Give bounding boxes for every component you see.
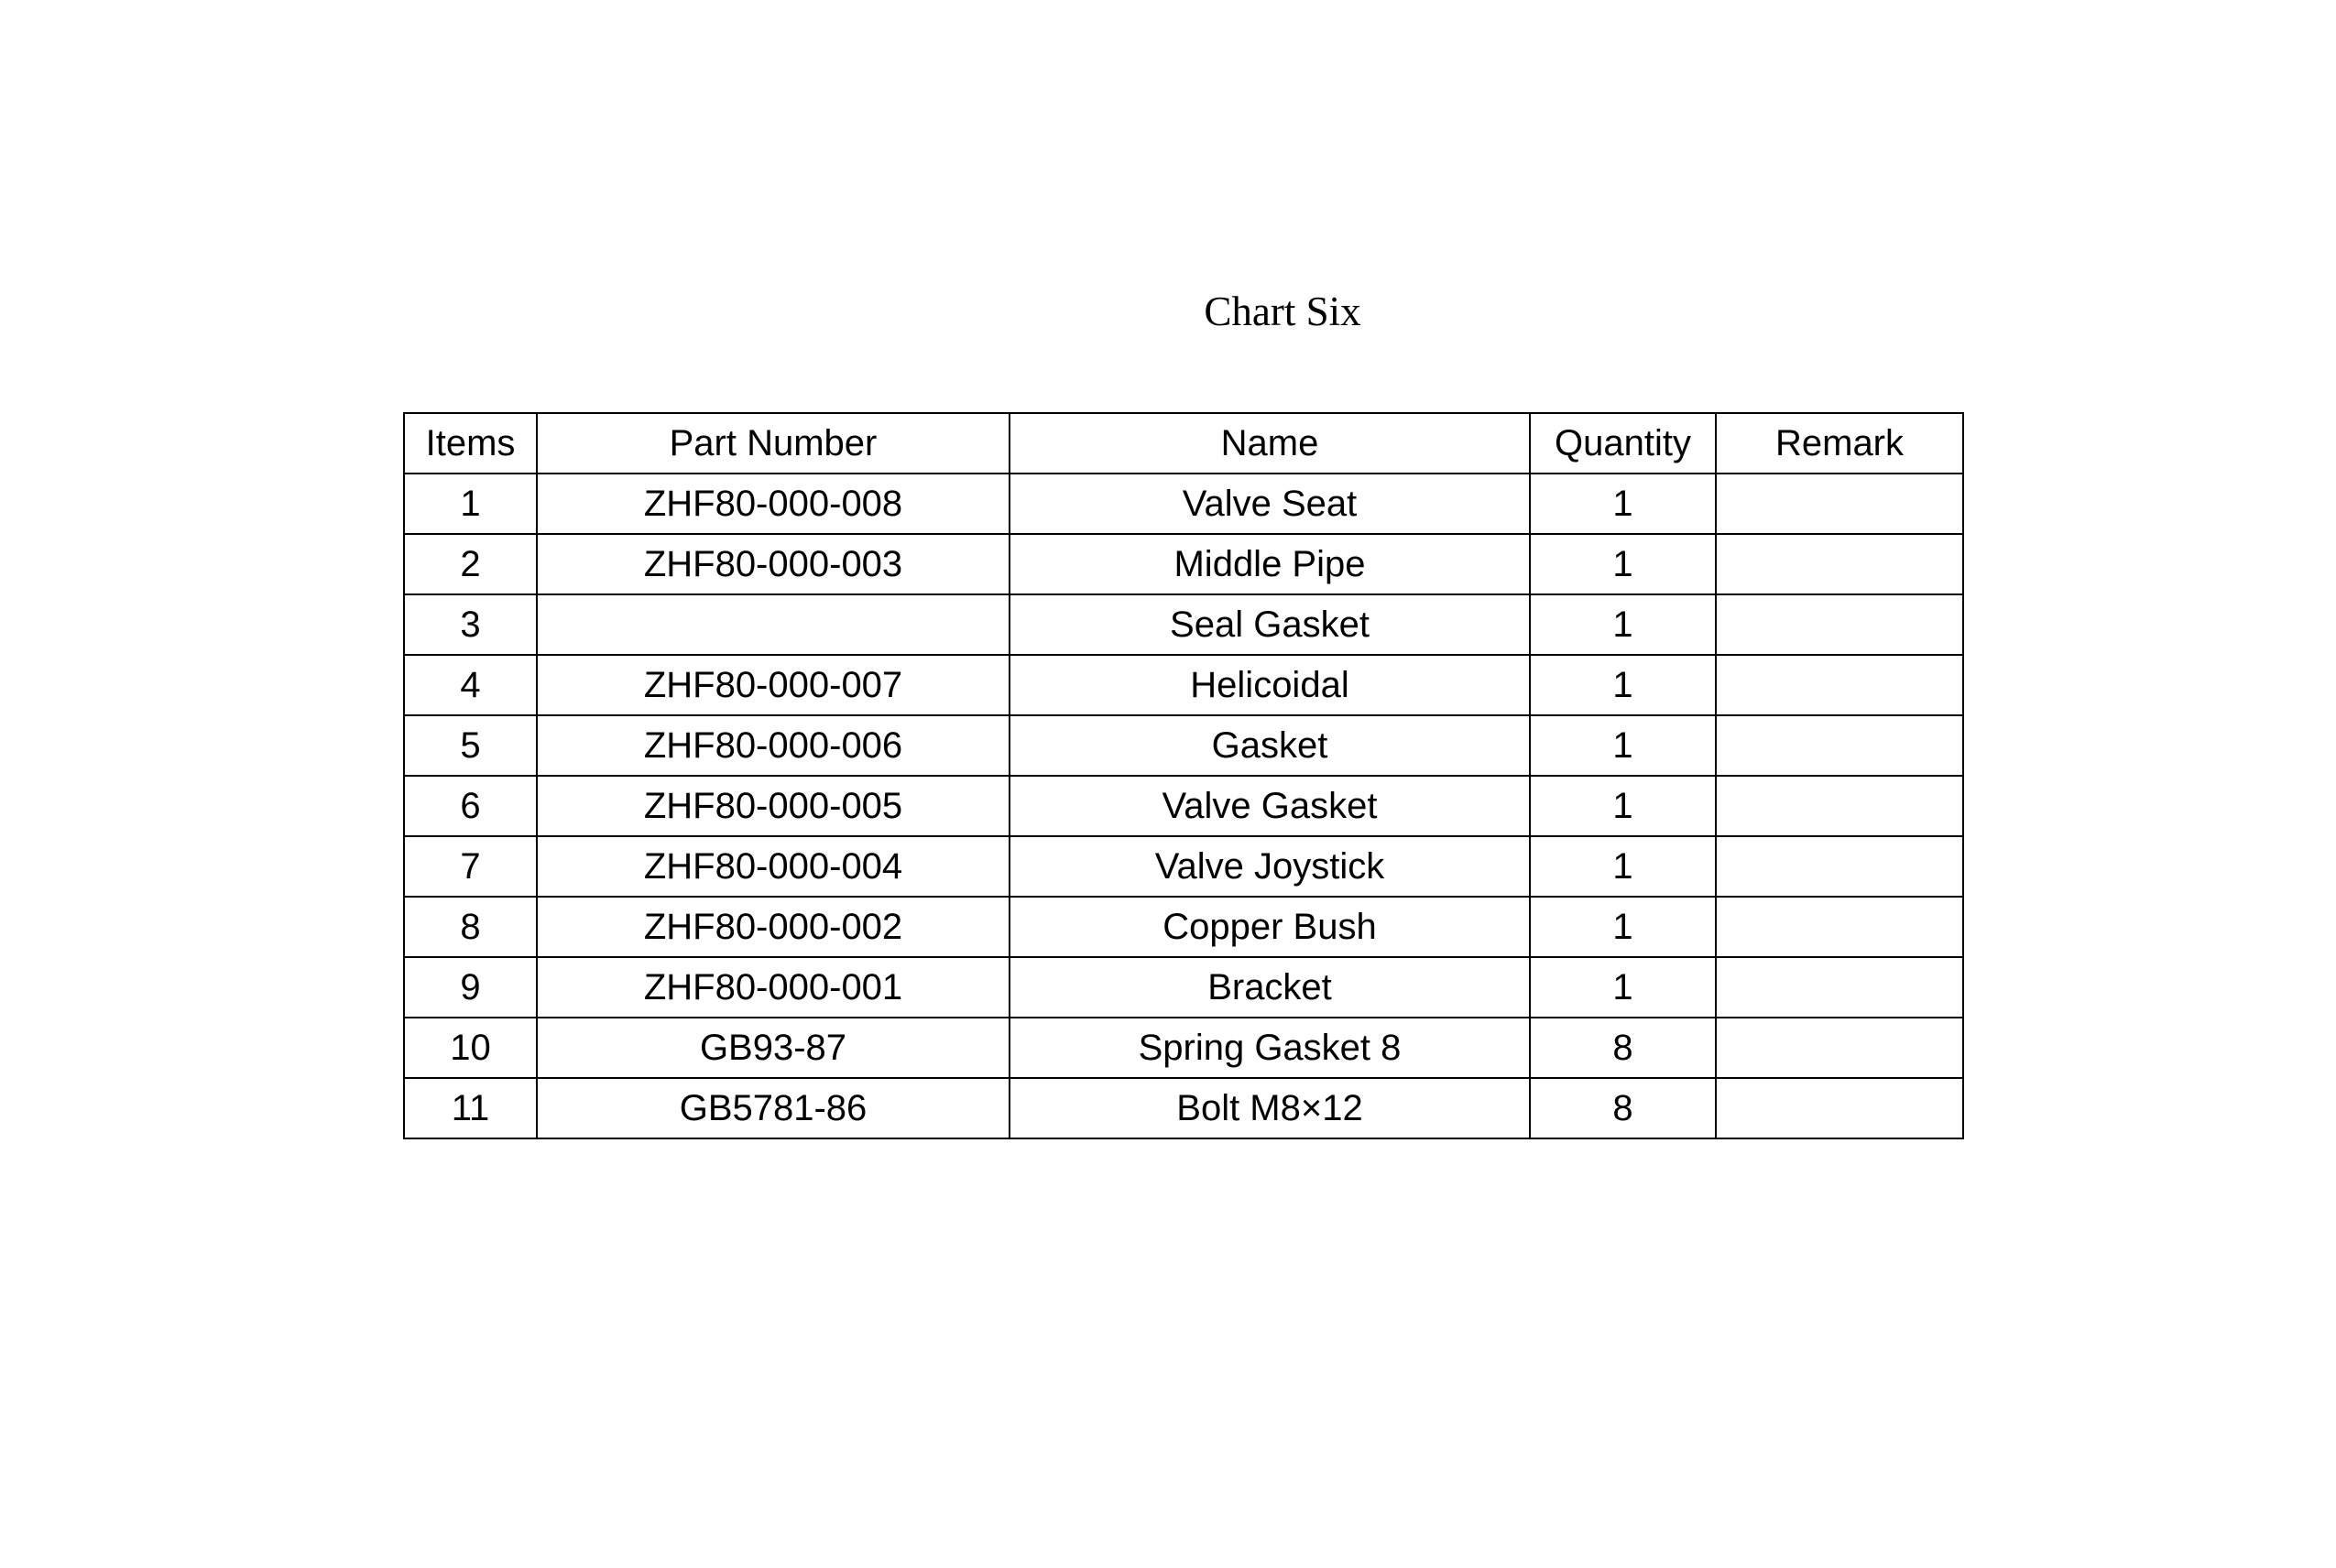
cell-part-number bbox=[537, 594, 1010, 655]
cell-part-number: GB93-87 bbox=[537, 1018, 1010, 1078]
header-remark: Remark bbox=[1716, 413, 1963, 474]
cell-remark bbox=[1716, 836, 1963, 897]
cell-part-number: GB5781-86 bbox=[537, 1078, 1010, 1138]
cell-remark bbox=[1716, 1018, 1963, 1078]
header-name: Name bbox=[1010, 413, 1530, 474]
cell-part-number: ZHF80-000-008 bbox=[537, 474, 1010, 534]
cell-quantity: 1 bbox=[1530, 776, 1716, 836]
cell-remark bbox=[1716, 1078, 1963, 1138]
table-header-row bbox=[404, 413, 1963, 474]
cell-part-number: ZHF80-000-004 bbox=[537, 836, 1010, 897]
cell-item: 6 bbox=[404, 776, 537, 836]
cell-item: 4 bbox=[404, 655, 537, 715]
cell-item: 2 bbox=[404, 534, 537, 594]
cell-item: 8 bbox=[404, 897, 537, 957]
page-title: Chart Six bbox=[1204, 289, 1361, 334]
cell-quantity: 8 bbox=[1530, 1078, 1716, 1138]
cell-quantity: 1 bbox=[1530, 594, 1716, 655]
cell-part-number: ZHF80-000-005 bbox=[537, 776, 1010, 836]
cell-name: Helicoidal bbox=[1010, 655, 1530, 715]
header-items: Items bbox=[404, 413, 537, 474]
cell-remark bbox=[1716, 534, 1963, 594]
cell-remark bbox=[1716, 474, 1963, 534]
cell-quantity: 1 bbox=[1530, 897, 1716, 957]
cell-name: Bolt M8×12 bbox=[1010, 1078, 1530, 1138]
cell-name: Valve Joystick bbox=[1010, 836, 1530, 897]
table-row bbox=[404, 957, 1963, 1018]
cell-remark bbox=[1716, 655, 1963, 715]
cell-item: 5 bbox=[404, 715, 537, 776]
cell-quantity: 1 bbox=[1530, 534, 1716, 594]
cell-name: Valve Gasket bbox=[1010, 776, 1530, 836]
table-row bbox=[404, 474, 1963, 534]
parts-table bbox=[403, 412, 1964, 1139]
cell-part-number: ZHF80-000-003 bbox=[537, 534, 1010, 594]
cell-remark bbox=[1716, 715, 1963, 776]
cell-remark bbox=[1716, 594, 1963, 655]
cell-name: Valve Seat bbox=[1010, 474, 1530, 534]
table-row bbox=[404, 594, 1963, 655]
cell-quantity: 1 bbox=[1530, 655, 1716, 715]
table-row bbox=[404, 655, 1963, 715]
cell-name: Spring Gasket 8 bbox=[1010, 1018, 1530, 1078]
cell-name: Copper Bush bbox=[1010, 897, 1530, 957]
cell-quantity: 8 bbox=[1530, 1018, 1716, 1078]
cell-quantity: 1 bbox=[1530, 715, 1716, 776]
cell-quantity: 1 bbox=[1530, 957, 1716, 1018]
cell-remark bbox=[1716, 897, 1963, 957]
table-row bbox=[404, 1078, 1963, 1138]
cell-item: 11 bbox=[404, 1078, 537, 1138]
cell-item: 9 bbox=[404, 957, 537, 1018]
cell-name: Seal Gasket bbox=[1010, 594, 1530, 655]
header-quantity: Quantity bbox=[1530, 413, 1716, 474]
cell-quantity: 1 bbox=[1530, 836, 1716, 897]
cell-part-number: ZHF80-000-001 bbox=[537, 957, 1010, 1018]
table-row bbox=[404, 1018, 1963, 1078]
cell-name: Middle Pipe bbox=[1010, 534, 1530, 594]
cell-quantity: 1 bbox=[1530, 474, 1716, 534]
header-part-number: Part Number bbox=[537, 413, 1010, 474]
table-row bbox=[404, 836, 1963, 897]
cell-item: 1 bbox=[404, 474, 537, 534]
cell-name: Bracket bbox=[1010, 957, 1530, 1018]
cell-part-number: ZHF80-000-007 bbox=[537, 655, 1010, 715]
cell-part-number: ZHF80-000-002 bbox=[537, 897, 1010, 957]
table-row bbox=[404, 534, 1963, 594]
table-row bbox=[404, 897, 1963, 957]
cell-part-number: ZHF80-000-006 bbox=[537, 715, 1010, 776]
cell-name: Gasket bbox=[1010, 715, 1530, 776]
table-row bbox=[404, 776, 1963, 836]
cell-remark bbox=[1716, 957, 1963, 1018]
cell-remark bbox=[1716, 776, 1963, 836]
cell-item: 3 bbox=[404, 594, 537, 655]
table-row bbox=[404, 715, 1963, 776]
cell-item: 10 bbox=[404, 1018, 537, 1078]
cell-item: 7 bbox=[404, 836, 537, 897]
